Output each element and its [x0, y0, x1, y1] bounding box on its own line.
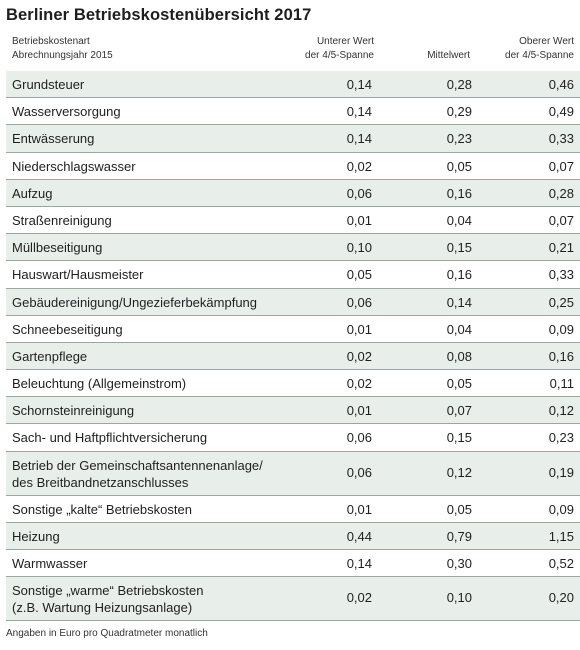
upper-value-cell: 0,49 [548, 104, 574, 120]
cost-type-line1: Sonstige „warme“ Betriebskosten [12, 583, 204, 599]
lower-value-cell: 0,01 [346, 212, 372, 228]
lower-value-cell: 0,06 [346, 185, 372, 201]
cost-type-cell: Beleuchtung (Allgemeinstrom) [12, 376, 187, 392]
table-row [6, 153, 580, 180]
cost-type-line2: des Breitbandnetzanschlusses [12, 474, 189, 490]
cost-type-cell: Straßenreinigung [12, 212, 112, 228]
cost-type-cell [12, 582, 203, 616]
cost-type-cell: Wasserversorgung [12, 104, 121, 120]
upper-value-cell: 0,19 [548, 464, 574, 480]
mean-value-cell: 0,08 [446, 348, 472, 364]
cost-type-cell: Schneebeseitigung [12, 321, 123, 337]
lower-value-cell: 0,02 [346, 158, 372, 174]
upper-value-cell: 0,09 [548, 321, 574, 337]
upper-value-cell: 0,12 [548, 403, 574, 419]
mean-value-cell: 0,15 [446, 240, 472, 256]
mean-value-cell: 0,14 [446, 294, 472, 310]
unit-footnote: Angaben in Euro pro Quadratmeter monatlich [6, 628, 208, 639]
header-mean-value-label: Mittelwert [427, 50, 470, 61]
table-row [6, 289, 580, 316]
mean-value-cell: 0,05 [446, 501, 472, 517]
mean-value-cell: 0,79 [446, 528, 472, 544]
table-row [6, 71, 580, 98]
lower-value-cell: 0,02 [346, 348, 372, 364]
upper-value-cell: 0,23 [548, 430, 574, 446]
upper-value-cell: 0,33 [548, 131, 574, 147]
mean-value-cell: 0,04 [446, 212, 472, 228]
table-row [6, 370, 580, 397]
mean-value-cell: 0,28 [446, 77, 472, 92]
upper-value-cell: 0,21 [548, 240, 574, 256]
mean-value-cell: 0,16 [446, 185, 472, 201]
table-row [6, 234, 580, 261]
table-row [6, 397, 580, 424]
upper-value-cell: 0,16 [548, 348, 574, 364]
header-billing-year-label: Abrechnungsjahr 2015 [12, 50, 113, 61]
cost-type-cell: Schornsteinreinigung [12, 403, 135, 419]
upper-value-cell: 0,28 [548, 185, 574, 201]
upper-value-cell: 0,33 [548, 267, 574, 283]
header-mean-value [427, 49, 470, 63]
cost-type-cell: Müllbeseitigung [12, 240, 103, 256]
upper-value-cell: 0,09 [548, 501, 574, 517]
cost-type-cell: Grundsteuer [12, 77, 85, 92]
lower-value-cell: 0,06 [346, 430, 372, 446]
header-upper-value-line1: Oberer Wert [519, 36, 574, 47]
upper-value-cell: 0,46 [548, 77, 574, 92]
upper-value-cell: 0,07 [548, 212, 574, 228]
mean-value-cell: 0,05 [446, 376, 472, 392]
upper-value-cell: 1,15 [548, 528, 574, 544]
upper-value-cell: 0,25 [548, 294, 574, 310]
mean-value-cell: 0,04 [446, 321, 472, 337]
table-row [6, 98, 580, 125]
table-row [6, 316, 580, 343]
mean-value-cell: 0,15 [446, 430, 472, 446]
lower-value-cell: 0,14 [346, 104, 372, 120]
table-row [6, 261, 580, 288]
lower-value-cell: 0,14 [346, 131, 372, 147]
lower-value-cell: 0,02 [346, 590, 372, 606]
upper-value-cell: 0,52 [548, 556, 574, 571]
mean-value-cell: 0,29 [446, 104, 472, 120]
header-upper-value [505, 35, 574, 63]
cost-type-cell [12, 457, 263, 491]
lower-value-cell: 0,02 [346, 376, 372, 392]
cost-type-cell: Gebäudereinigung/Ungezieferbekämpfung [12, 294, 258, 310]
cost-type-cell: Gartenpflege [12, 348, 88, 364]
lower-value-cell: 0,05 [346, 267, 372, 283]
table-row [6, 180, 580, 207]
lower-value-cell: 0,44 [346, 528, 372, 544]
cost-type-cell: Sach- und Haftpflichtversicherung [12, 430, 208, 446]
mean-value-cell: 0,30 [446, 556, 472, 571]
cost-type-cell: Aufzug [12, 185, 53, 201]
cost-type-cell: Warmwasser [12, 556, 88, 571]
cost-type-cell: Hauswart/Hausmeister [12, 267, 144, 283]
lower-value-cell: 0,14 [346, 556, 372, 571]
cost-type-line2: (z.B. Wartung Heizungsanlage) [12, 600, 193, 616]
table-row [6, 343, 580, 370]
mean-value-cell: 0,16 [446, 267, 472, 283]
lower-value-cell: 0,01 [346, 321, 372, 337]
lower-value-cell: 0,01 [346, 403, 372, 419]
cost-type-cell: Niederschlagswasser [12, 158, 136, 174]
mean-value-cell: 0,10 [446, 590, 472, 606]
table-row [6, 452, 580, 496]
lower-value-cell: 0,01 [346, 501, 372, 517]
header-lower-value-line2: der 4/5-Spanne [305, 50, 374, 61]
table-row [6, 424, 580, 451]
header-lower-value-line1: Unterer Wert [316, 36, 374, 47]
upper-value-cell: 0,20 [548, 590, 574, 606]
header-upper-value-line2: der 4/5-Spanne [505, 50, 574, 61]
table-row [6, 496, 580, 523]
upper-value-cell: 0,07 [548, 158, 574, 174]
mean-value-cell: 0,23 [446, 131, 472, 147]
cost-table [6, 71, 580, 621]
lower-value-cell: 0,10 [346, 240, 372, 256]
table-row [6, 207, 580, 234]
page-title: Berliner Betriebskostenübersicht 2017 [6, 6, 312, 24]
mean-value-cell: 0,12 [446, 464, 472, 480]
mean-value-cell: 0,07 [446, 403, 472, 419]
mean-value-cell: 0,05 [446, 158, 472, 174]
lower-value-cell: 0,06 [346, 464, 372, 480]
table-header [0, 35, 580, 67]
lower-value-cell: 0,06 [346, 294, 372, 310]
upper-value-cell: 0,11 [549, 376, 574, 392]
table-row [6, 550, 580, 577]
cost-type-cell: Heizung [12, 528, 60, 544]
header-lower-value [305, 35, 374, 63]
cost-type-line1: Betrieb der Gemeinschaftsantennenanlage/ [12, 457, 263, 473]
table-row [6, 125, 580, 152]
cost-type-cell: Sonstige „kalte“ Betriebskosten [12, 501, 192, 517]
header-cost-type-label: Betriebskostenart [12, 36, 90, 47]
cost-type-cell: Entwässerung [12, 131, 95, 147]
header-cost-type [12, 35, 113, 63]
table-row [6, 577, 580, 621]
lower-value-cell: 0,14 [346, 77, 372, 92]
table-row [6, 523, 580, 550]
